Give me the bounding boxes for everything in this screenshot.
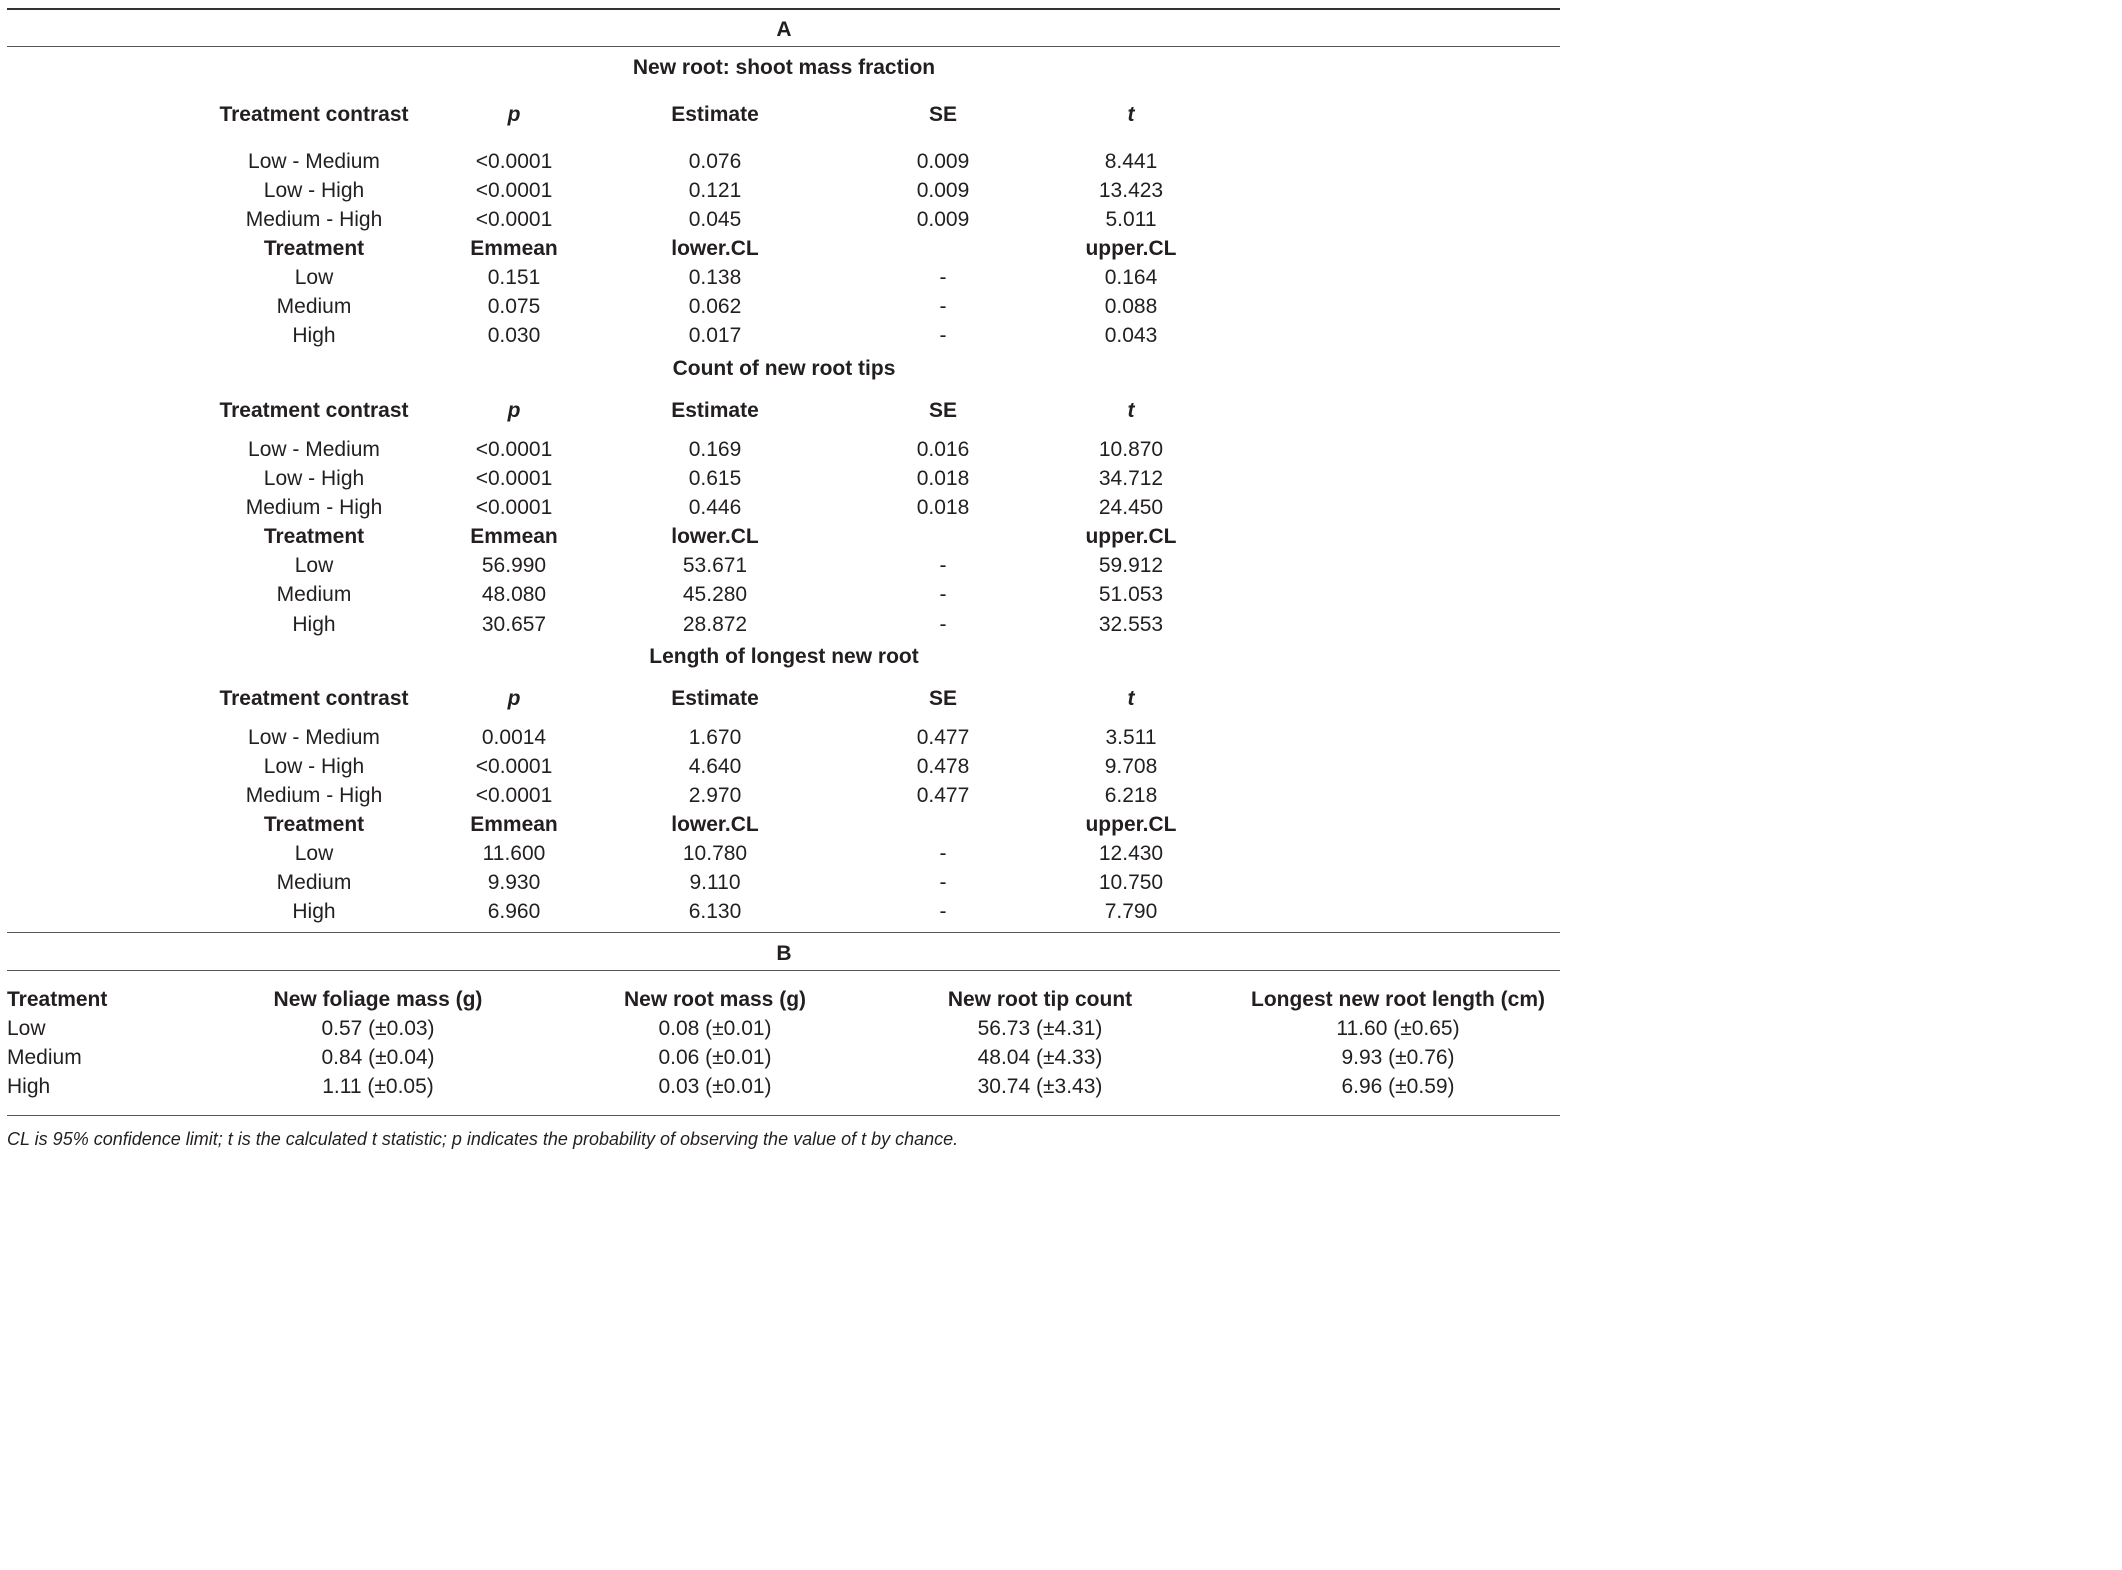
cell-treatment: High <box>292 324 336 347</box>
cell-dash: - <box>939 266 947 289</box>
cell-emmean: 9.930 <box>487 871 541 894</box>
table-row <box>0 781 1568 810</box>
cell-upper-cl: 12.430 <box>1098 842 1164 865</box>
cell-root-mass: 0.06 (±0.01) <box>658 1046 772 1069</box>
cell-p: <0.0001 <box>475 208 553 231</box>
header-new-root-mass: New root mass (g) <box>623 988 807 1011</box>
cell-t: 24.450 <box>1098 496 1164 519</box>
cell-estimate: 1.670 <box>688 726 742 749</box>
cell-upper-cl: 7.790 <box>1104 900 1158 923</box>
header-t: t <box>1127 103 1135 126</box>
cell-foliage-mass: 0.84 (±0.04) <box>321 1046 435 1069</box>
header-treatment-contrast: Treatment contrast <box>219 399 409 422</box>
header-treatment-contrast: Treatment contrast <box>219 103 409 126</box>
block-title-root-tips: Count of new root tips <box>672 357 896 380</box>
header-upper-cl: upper.CL <box>1085 813 1177 836</box>
section-b-label: B <box>776 942 792 965</box>
table-row <box>0 551 1568 580</box>
cell-t: 8.441 <box>1104 150 1158 173</box>
table-row <box>0 897 1568 926</box>
header-lower-cl: lower.CL <box>671 813 759 836</box>
cell-treatment: High <box>7 1075 51 1098</box>
cell-t: 3.511 <box>1105 726 1157 749</box>
cell-emmean: 0.151 <box>487 266 541 289</box>
header-longest-new-root-length: Longest new root length (cm) <box>1251 988 1545 1011</box>
cell-p: <0.0001 <box>475 467 553 490</box>
cell-emmean: 6.960 <box>487 900 541 923</box>
cell-p: <0.0001 <box>475 179 553 202</box>
cell-se: 0.018 <box>916 496 970 519</box>
cell-emmean: 0.075 <box>487 295 541 318</box>
cell-p: <0.0001 <box>475 755 553 778</box>
cell-treatment: Low <box>294 842 334 865</box>
cell-t: 13.423 <box>1098 179 1164 202</box>
cell-estimate: 4.640 <box>688 755 742 778</box>
cell-upper-cl: 0.088 <box>1104 295 1158 318</box>
cell-t: 9.708 <box>1104 755 1158 778</box>
contrast-header-row <box>0 396 1568 425</box>
header-se: SE <box>928 399 957 422</box>
table-row <box>0 580 1568 609</box>
cell-treatment: Low <box>7 1017 46 1040</box>
table-row <box>0 610 1568 639</box>
table-row <box>0 493 1568 522</box>
cell-contrast: Low - Medium <box>248 438 380 461</box>
contrast-header-row <box>0 684 1568 713</box>
cell-dash: - <box>939 842 947 865</box>
cell-lower-cl: 9.110 <box>689 871 741 894</box>
cell-foliage-mass: 0.57 (±0.03) <box>321 1017 435 1040</box>
cell-root-tip-count: 30.74 (±3.43) <box>977 1075 1103 1098</box>
cell-dash: - <box>939 324 947 347</box>
section-a-label: A <box>776 18 792 41</box>
cell-se: 0.018 <box>916 467 970 490</box>
cell-treatment: Low <box>294 554 334 577</box>
cell-estimate: 0.169 <box>688 438 742 461</box>
header-lower-cl: lower.CL <box>671 525 759 548</box>
table-row <box>0 176 1568 205</box>
cell-treatment: Medium <box>7 1046 82 1069</box>
cell-emmean: 56.990 <box>481 554 547 577</box>
table-row <box>0 752 1568 781</box>
cell-root-tip-count: 48.04 (±4.33) <box>977 1046 1103 1069</box>
cell-p: 0.0014 <box>481 726 547 749</box>
cell-p: <0.0001 <box>475 438 553 461</box>
table-row <box>0 839 1568 868</box>
header-emmean: Emmean <box>470 237 558 260</box>
cell-se: 0.478 <box>916 755 970 778</box>
cell-emmean: 0.030 <box>487 324 541 347</box>
cell-treatment: High <box>292 613 336 636</box>
block-title-shoot-mass: New root: shoot mass fraction <box>632 56 936 79</box>
cell-treatment: High <box>292 900 336 923</box>
header-t: t <box>1127 687 1135 710</box>
cell-se: 0.016 <box>916 438 970 461</box>
cell-se: 0.477 <box>916 784 970 807</box>
header-treatment: Treatment <box>263 813 365 836</box>
cell-treatment: Medium <box>276 583 352 606</box>
header-new-foliage-mass: New foliage mass (g) <box>273 988 483 1011</box>
header-upper-cl: upper.CL <box>1085 525 1177 548</box>
section-b-rule <box>7 970 1560 971</box>
header-estimate: Estimate <box>671 399 759 422</box>
cell-root-length: 9.93 (±0.76) <box>1341 1046 1455 1069</box>
header-p: p <box>507 103 521 126</box>
cell-dash: - <box>939 583 947 606</box>
cell-lower-cl: 6.130 <box>688 900 742 923</box>
header-p: p <box>507 399 521 422</box>
header-p: p <box>507 687 521 710</box>
cell-contrast: Low - Medium <box>248 150 380 173</box>
cell-t: 5.011 <box>1105 208 1157 231</box>
cell-root-mass: 0.03 (±0.01) <box>658 1075 772 1098</box>
cell-se: 0.009 <box>916 179 970 202</box>
cell-contrast: Medium - High <box>245 208 383 231</box>
cell-contrast: Medium - High <box>245 496 383 519</box>
cell-lower-cl: 28.872 <box>682 613 748 636</box>
top-rule <box>7 8 1560 10</box>
header-lower-cl: lower.CL <box>671 237 759 260</box>
cell-contrast: Medium - High <box>245 784 383 807</box>
table-row <box>0 464 1568 493</box>
table-row <box>0 205 1568 234</box>
block-title-longest-root: Length of longest new root <box>649 645 919 668</box>
cell-se: 0.477 <box>916 726 970 749</box>
header-treatment: Treatment <box>263 525 365 548</box>
cell-root-length: 11.60 (±0.65) <box>1336 1017 1460 1040</box>
table-row <box>0 147 1568 176</box>
cell-estimate: 0.446 <box>688 496 742 519</box>
cell-lower-cl: 0.062 <box>688 295 742 318</box>
cell-dash: - <box>939 295 947 318</box>
emmean-header-row <box>0 234 1568 263</box>
table-row <box>0 435 1568 464</box>
header-se: SE <box>928 103 957 126</box>
cell-emmean: 48.080 <box>481 583 547 606</box>
table-row <box>0 1043 1568 1072</box>
cell-upper-cl: 59.912 <box>1098 554 1164 577</box>
cell-root-mass: 0.08 (±0.01) <box>658 1017 772 1040</box>
cell-t: 6.218 <box>1104 784 1158 807</box>
emmean-header-row <box>0 810 1568 839</box>
table-footnote: CL is 95% confidence limit; t is the calculated t statistic; p indicates the probability of observing the value of t by chance. <box>7 1129 959 1149</box>
section-b-top-rule <box>7 932 1560 933</box>
table-row <box>0 292 1568 321</box>
cell-dash: - <box>939 613 947 636</box>
cell-t: 34.712 <box>1098 467 1164 490</box>
cell-upper-cl: 32.553 <box>1098 613 1164 636</box>
cell-lower-cl: 10.780 <box>682 842 748 865</box>
header-upper-cl: upper.CL <box>1085 237 1177 260</box>
cell-upper-cl: 10.750 <box>1098 871 1164 894</box>
cell-p: <0.0001 <box>475 150 553 173</box>
cell-p: <0.0001 <box>475 496 553 519</box>
cell-p: <0.0001 <box>475 784 553 807</box>
cell-estimate: 0.121 <box>688 179 742 202</box>
header-treatment-contrast: Treatment contrast <box>219 687 409 710</box>
cell-root-length: 6.96 (±0.59) <box>1341 1075 1455 1098</box>
cell-lower-cl: 0.138 <box>688 266 742 289</box>
cell-estimate: 0.615 <box>688 467 742 490</box>
header-emmean: Emmean <box>470 525 558 548</box>
table-row <box>0 723 1568 752</box>
cell-treatment: Medium <box>276 295 352 318</box>
cell-root-tip-count: 56.73 (±4.31) <box>977 1017 1103 1040</box>
cell-contrast: Low - High <box>263 467 365 490</box>
table-row <box>0 868 1568 897</box>
header-treatment: Treatment <box>7 988 108 1011</box>
header-treatment: Treatment <box>263 237 365 260</box>
cell-emmean: 11.600 <box>482 842 546 865</box>
cell-upper-cl: 51.053 <box>1098 583 1164 606</box>
cell-contrast: Low - High <box>263 755 365 778</box>
contrast-header-row <box>0 100 1568 129</box>
summary-header-row <box>0 985 1568 1014</box>
header-emmean: Emmean <box>470 813 558 836</box>
cell-se: 0.009 <box>916 150 970 173</box>
cell-dash: - <box>939 871 947 894</box>
cell-upper-cl: 0.164 <box>1104 266 1158 289</box>
header-new-root-tip-count: New root tip count <box>947 988 1133 1011</box>
cell-dash: - <box>939 900 947 923</box>
cell-foliage-mass: 1.11 (±0.05) <box>322 1075 434 1098</box>
cell-contrast: Low - High <box>263 179 365 202</box>
cell-treatment: Medium <box>276 871 352 894</box>
table-row <box>0 1072 1568 1101</box>
cell-lower-cl: 0.017 <box>688 324 742 347</box>
emmean-header-row <box>0 522 1568 551</box>
cell-lower-cl: 53.671 <box>682 554 748 577</box>
cell-dash: - <box>939 554 947 577</box>
cell-contrast: Low - Medium <box>248 726 380 749</box>
table-row <box>0 321 1568 350</box>
cell-t: 10.870 <box>1098 438 1164 461</box>
header-se: SE <box>928 687 957 710</box>
header-estimate: Estimate <box>671 103 759 126</box>
header-estimate: Estimate <box>671 687 759 710</box>
cell-estimate: 0.045 <box>688 208 742 231</box>
table-row <box>0 1014 1568 1043</box>
bottom-rule <box>7 1115 1560 1116</box>
header-t: t <box>1127 399 1135 422</box>
cell-estimate: 2.970 <box>688 784 742 807</box>
cell-lower-cl: 45.280 <box>682 583 748 606</box>
table-row <box>0 263 1568 292</box>
cell-estimate: 0.076 <box>688 150 742 173</box>
cell-treatment: Low <box>294 266 334 289</box>
cell-upper-cl: 0.043 <box>1104 324 1158 347</box>
cell-se: 0.009 <box>916 208 970 231</box>
cell-emmean: 30.657 <box>481 613 547 636</box>
section-a-rule <box>7 46 1560 47</box>
